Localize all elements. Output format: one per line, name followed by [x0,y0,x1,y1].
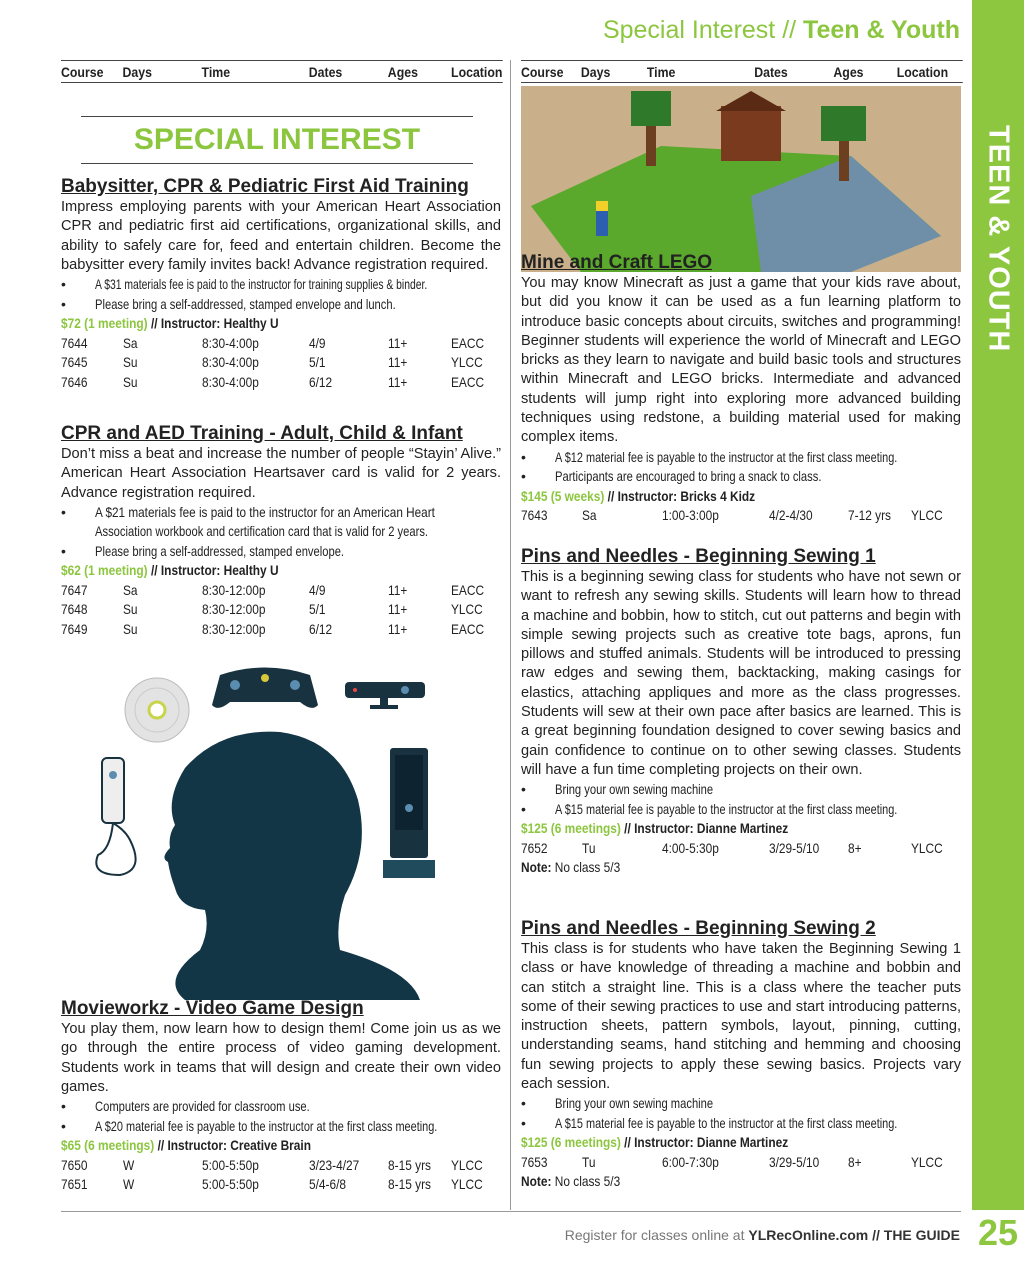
bullet-item: • Please bring a self-addressed, stamped envelope. [61,542,345,559]
course-description: Impress employing parents with your American Heart Association CPR and pediatric first aid certifications, organizational skills, and ability to safely care for, feed and entertain children. Become the babysitter every family invites back! Advance registration required. [61,199,501,273]
bullet-item: • A $12 material fee is payable to the instructor at the first class meeting. [521,448,898,465]
col-location: Location [896,64,949,80]
gamepad-icon [212,668,318,708]
column-divider [510,60,511,1210]
note-line: Note: No class 5/3 [521,1173,621,1190]
col-dates: Dates [308,64,343,80]
course-sewing-1 [521,546,961,878]
remote-icon [96,758,135,875]
col-days: Days [580,64,611,80]
col-ages: Ages [387,64,418,80]
special-interest-heading: SPECIAL INTEREST [81,116,473,164]
bullet-item: • A $31 materials fee is paid to the instructor for training supplies & binder. [61,276,428,293]
footer-guide: // THE GUIDE [872,1227,960,1243]
right-column [521,60,961,83]
bullet-item: • Bring your own sewing machine [521,781,714,798]
course-title: Mine and Craft LEGO [521,252,713,273]
price-line: $62 (1 meeting) // Instructor: Healthy U [61,562,279,579]
table-row: 7648 Su 8:30-12:00p 5/1 11+ YLCC [61,601,483,618]
course-title: Pins and Needles - Beginning Sewing 2 [521,918,876,939]
footer-prefix: Register for classes online at [564,1227,745,1243]
col-days: Days [122,64,152,80]
course-title: Babysitter, CPR & Pediatric First Aid Training [61,176,469,197]
camera-sensor-icon [345,682,425,709]
page-header [603,16,960,45]
left-column [61,60,501,83]
bullet-item: • Please bring a self-addressed, stamped envelope and lunch. [61,295,396,312]
note-line: Note: No class 5/3 [521,859,621,876]
console-tower-icon [383,748,435,878]
video-game-illustration [90,650,440,1000]
course-title: Pins and Needles - Beginning Sewing 1 [521,546,876,567]
disc-icon [125,678,189,742]
course-description: You may know Minecraft as just a game that your kids rave about, but did you know it can be used as a fun learning platform to introduce basic concepts about circuits, switches and programming! Beginner students will experience the world of Minecraft and LEGO bricks as they learn to navigate and build basic tools and structures within Minecraft and LEGO bricks. Intermediate and advanced students will jump right into exploring more advanced building techniques using redstone, a building material used for making complex items. [521,275,961,446]
bullet-item: • Computers are provided for classroom use. [61,1098,310,1115]
footer [565,1227,960,1243]
bullet-item: Association workbook and certification card that is valid for 2 years. [95,523,429,540]
table-row: 7647 Sa 8:30-12:00p 4/9 11+ EACC [61,581,485,598]
course-cpr [61,423,501,639]
course-description: This class is for students who have taken the Beginning Sewing 1 class or have knowledge of threading a machine and bobbin and can stitch a straight line. This is a class where the teacher puts some of their sewing practices to use and start introducing patterns, instruction sheets, pattern symbols, layout, pinning, cutting, understanding seams, hand stitching and hemming and choosing fun sewing projects to apply these sewing basics. Projects vary each session. [521,941,961,1093]
price-line: $125 (6 meetings) // Instructor: Dianne Martinez [521,820,789,837]
page-number: 25 [977,1212,1019,1253]
table-row: 7653 Tu 6:00-7:30p 3/29-5/10 8+ YLCC [521,1153,943,1170]
price-line: $125 (6 meetings) // Instructor: Dianne Martinez [521,1134,789,1151]
column-header [521,60,962,83]
price-line: $145 (5 weeks) // Instructor: Bricks 4 Kidz [521,487,756,504]
course-description: Don’t miss a beat and increase the number of people “Stayin’ Alive.” American Heart Association Heartsaver card is valid for 2 years. Advance registration required. [61,446,501,501]
header-prefix: Special Interest // [602,16,797,44]
bullet-item: • A $15 material fee is payable to the instructor at the first class meeting. [521,800,898,817]
footer-site-link[interactable]: YLRecOnline.com [748,1227,869,1243]
col-ages: Ages [833,64,864,80]
footer-divider [61,1211,961,1212]
course-title: CPR and AED Training - Adult, Child & Infant [61,423,463,444]
table-row: 7650 W 5:00-5:50p 3/23-4/27 8-15 yrs YLCC [61,1156,483,1173]
col-course: Course [61,64,104,80]
table-row: 7645 Su 8:30-4:00p 5/1 11+ YLCC [61,354,483,371]
header-section: Teen & Youth [803,16,960,44]
course-title: Movieworkz - Video Game Design [61,998,364,1019]
col-time: Time [646,64,676,80]
bullet-item: • Participants are encouraged to bring a snack to class. [521,468,822,485]
price-line: $72 (1 meeting) // Instructor: Healthy U [61,315,279,332]
table-row: 7652 Tu 4:00-5:30p 3/29-5/10 8+ YLCC [521,839,943,856]
bullet-item: • Bring your own sewing machine [521,1095,714,1112]
bullet-item: • A $21 materials fee is paid to the instructor for an American Heart [61,503,435,520]
person-silhouette [164,732,420,1000]
col-location: Location [451,64,503,80]
table-row: 7651 W 5:00-5:50p 5/4-6/8 8-15 yrs YLCC [61,1176,483,1193]
col-dates: Dates [754,64,788,80]
table-row: 7646 Su 8:30-4:00p 6/12 11+ EACC [61,373,485,390]
course-description: This is a beginning sewing class for students who have not sewn or want to refresh any sewing skills. Students will learn how to thread a machine and bobbin, how to stitch, cut out patterns and begin with simple sewing projects such as creative tote bags, aprons, fun pillows and stuffed animals. Students will be introduced to pressing raw edges and sewing them, backtacking, making casings for elastics, attaching appliques and more as the class progresses. Students will sew at their own pace after basics are learned. This is a great beginning foundation designed to cover sewing basics and gain confidence to continue on to other sewing classes. Students will have a fun time completing projects on their own. [521,569,961,778]
lego-photo [521,86,961,272]
table-row: 7644 Sa 8:30-4:00p 4/9 11+ EACC [61,334,485,351]
bullet-item: • A $15 material fee is payable to the instructor at the first class meeting. [521,1114,898,1131]
course-movieworkz [61,998,501,1195]
course-lego [521,252,961,526]
course-sewing-2 [521,918,961,1192]
col-time: Time [201,64,231,80]
table-row: 7649 Su 8:30-12:00p 6/12 11+ EACC [61,620,485,637]
col-course: Course [521,64,564,80]
course-description: You play them, now learn how to design them! Come join us as we go through the entire process of video gaming development. Students work in teams that will design and create their own video games. [61,1021,501,1095]
course-babysitter [61,176,501,392]
sidebar-label: TEEN & YOUTH [982,125,1015,353]
bullet-item: • A $20 material fee is payable to the instructor at the first class meeting. [61,1117,438,1134]
price-line: $65 (6 meetings) // Instructor: Creative Brain [61,1137,311,1154]
column-header [61,60,502,83]
table-row: 7643 Sa 1:00-3:00p 4/2-4/30 7-12 yrs YLCC [521,507,943,524]
